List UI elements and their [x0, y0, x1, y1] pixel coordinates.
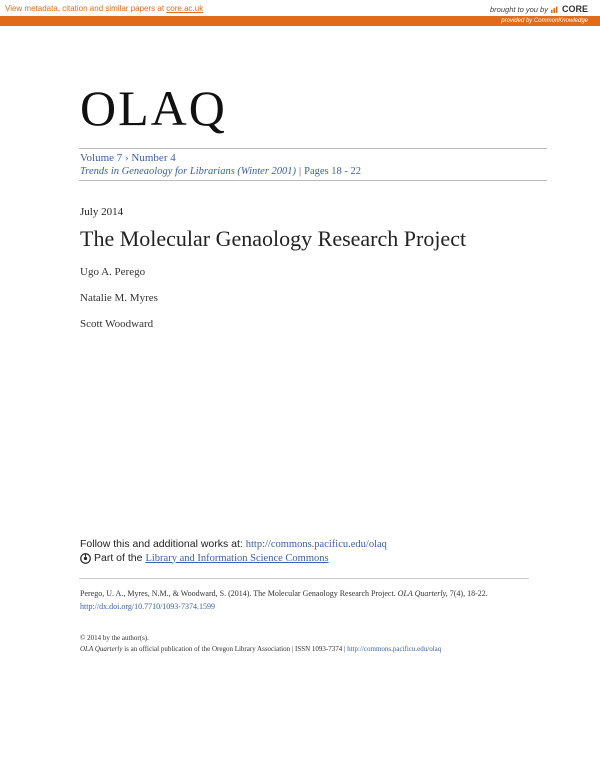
brought-by	[490, 4, 588, 14]
copyright-block	[80, 633, 441, 655]
article-date: July 2014	[80, 206, 124, 218]
author-name: Natalie M. Myres	[80, 292, 158, 304]
brought-text: brought to you by	[490, 4, 548, 14]
network-icon	[80, 553, 91, 564]
volume-link[interactable]: Volume 7 › Number 4	[80, 152, 176, 164]
metadata-notice	[5, 4, 203, 13]
issue-title-link[interactable]: Trends in Geneaology for Librarians (Winter 2001)	[80, 166, 297, 177]
follow-line	[80, 538, 387, 550]
divider	[79, 180, 547, 181]
core-logo-icon	[551, 5, 559, 13]
partof-link[interactable]: Library and Information Science Commons	[145, 552, 329, 564]
core-label[interactable]: CORE	[561, 4, 588, 14]
core-banner	[0, 0, 600, 26]
article-title: The Molecular Genaology Research Project	[80, 226, 467, 251]
divider	[79, 148, 547, 149]
divider	[79, 578, 529, 579]
publication-text: is an official publication of the Oregon Library Association | ISSN 1093-7374 |	[124, 645, 346, 653]
copyright-text: © 2014 by the author(s).	[80, 634, 149, 642]
author-name: Ugo A. Perego	[80, 266, 146, 278]
publication-link[interactable]: http://commons.pacificu.edu/olaq	[347, 645, 442, 653]
metadata-text: View metadata, citation and similar papers at	[5, 4, 165, 13]
partof-line	[80, 552, 329, 564]
author-name: Scott Woodward	[80, 318, 154, 330]
citation-rest: 7(4), 18-22.	[449, 589, 488, 598]
citation-text: Perego, U. A., Myres, N.M., & Woodward, S. (2014). The Molecular Genaology Research Project.	[80, 589, 396, 598]
provided-bar	[0, 16, 600, 26]
publication-journal: OLA Quarterly	[80, 645, 123, 653]
partof-text: Part of the	[94, 552, 143, 564]
journal-logo: OLAQ	[80, 80, 227, 136]
citation	[80, 587, 530, 613]
issue-line: Trends in Geneaology for Librarians (Winter 2001) | Pages 18 - 22	[80, 166, 362, 177]
follow-link[interactable]: http://commons.pacificu.edu/olaq	[245, 539, 387, 550]
core-link[interactable]: core.ac.uk	[166, 4, 204, 13]
follow-text: Follow this and additional works at:	[80, 538, 243, 550]
doi-link[interactable]: http://dx.doi.org/10.7710/1093-7374.1599	[80, 602, 215, 611]
pages-text: Pages 18 - 22	[304, 166, 362, 177]
citation-journal: OLA Quarterly,	[397, 589, 448, 598]
provided-text: provided by CommonKnowledge	[501, 18, 588, 24]
